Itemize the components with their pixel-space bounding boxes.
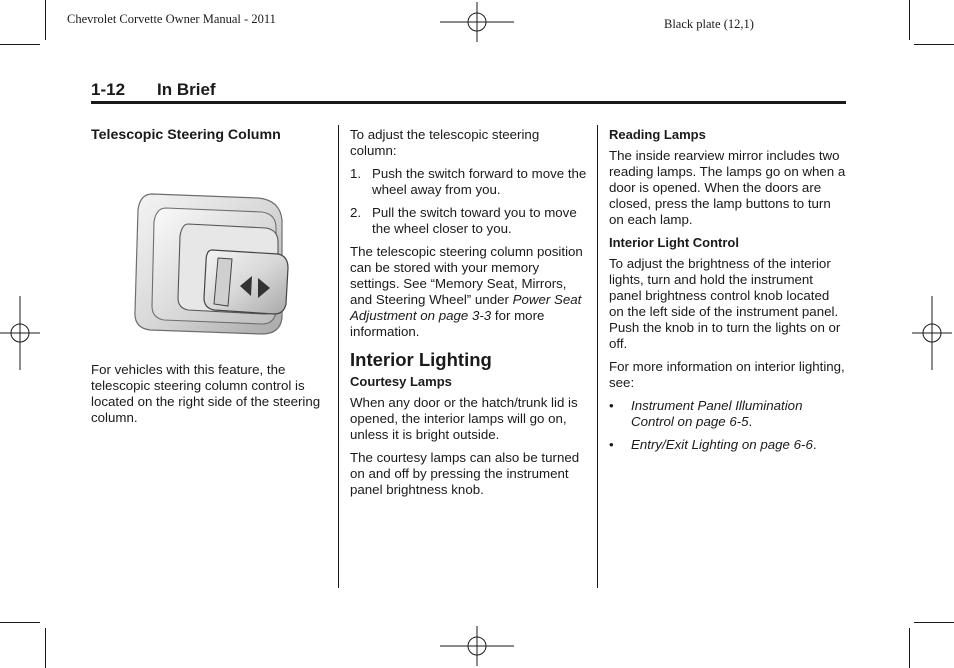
step-marker: 2.: [350, 205, 362, 220]
registration-mark-left: [0, 296, 40, 370]
interior-light-control-paragraph: To adjust the brightness of the interior lights, turn and hold the instrument panel brightness control knob located on the left side of the instrument panel. Push the knob in to turn the lights on or off.: [609, 256, 841, 351]
section-heading: [91, 80, 216, 100]
reading-lamps-heading: Reading Lamps: [609, 127, 706, 142]
registration-mark-right: [912, 296, 952, 370]
courtesy-lamps-heading: Courtesy Lamps: [350, 374, 452, 389]
courtesy-paragraph-1: When any door or the hatch/trunk lid is opened, the interior lamps will go on, unless it is bright outside.: [350, 395, 578, 442]
column-3: [609, 127, 847, 460]
registration-mark-bottom: [440, 626, 514, 666]
plate-label: Black plate (12,1): [664, 17, 754, 31]
step-marker: 1.: [350, 166, 362, 181]
step-text: Pull the switch toward you to move the wheel closer to you.: [372, 205, 577, 236]
list-item: [609, 437, 847, 453]
crop-mark: [914, 44, 954, 45]
crop-mark: [0, 44, 40, 45]
step-text: Push the switch forward to move the wheel away from you.: [372, 166, 587, 197]
bullet-marker: •: [609, 398, 614, 413]
crop-mark: [914, 622, 954, 623]
memory-reference-link[interactable]: Power Seat Adjustment on page 3-3: [350, 292, 582, 323]
header-rule: [91, 101, 846, 104]
page-number: 1-12: [91, 80, 126, 99]
interior-light-control-heading: Interior Light Control: [609, 235, 739, 250]
bullet-tail: .: [812, 437, 817, 452]
memory-paragraph: [350, 244, 588, 340]
adjust-intro: To adjust the telescopic steering column:: [350, 127, 540, 158]
crop-mark: [45, 0, 46, 40]
manual-title: Chevrolet Corvette Owner Manual - 2011: [67, 12, 276, 26]
list-item: [350, 205, 588, 237]
reading-lamps-paragraph: The inside rearview mirror includes two reading lamps. The lamps go on when a door is opened. When the doors are closed, press the lamp buttons to turn on each lamp.: [609, 148, 846, 227]
memory-tail: for more information.: [350, 308, 545, 339]
list-item: [609, 398, 847, 430]
list-item: [350, 166, 588, 198]
column-1: [91, 127, 323, 151]
telescopic-heading: Telescopic Steering Column: [91, 127, 281, 143]
adjust-steps: [350, 166, 588, 237]
crop-mark: [909, 628, 910, 668]
interior-lighting-title: Interior Lighting: [350, 349, 492, 370]
courtesy-paragraph-2: The courtesy lamps can also be turned on and off by pressing the instrument panel brightness knob.: [350, 450, 580, 497]
cross-reference-link[interactable]: Instrument Panel Illumination Control on page 6-5: [631, 398, 803, 429]
column-divider: [597, 125, 598, 588]
column-2: [350, 127, 588, 505]
section-title: In Brief: [157, 80, 216, 99]
crop-mark: [909, 0, 910, 40]
telescopic-description: For vehicles with this feature, the telescopic steering column control is located on the right side of the steering column.: [91, 362, 321, 425]
see-also-list: [609, 398, 847, 453]
bullet-marker: •: [609, 437, 614, 452]
registration-mark-top: [440, 2, 514, 42]
column-1-body: [91, 362, 323, 433]
column-divider: [338, 125, 339, 588]
memory-text: The telescopic steering column position can be stored with your memory settings. See “Memory Seat, Mirrors, and Steering Wheel” under: [350, 244, 583, 307]
more-info-paragraph: For more information on interior lighting, see:: [609, 359, 845, 390]
crop-mark: [45, 628, 46, 668]
telescopic-steering-switch-icon: [130, 188, 290, 338]
cross-reference-link[interactable]: Entry/Exit Lighting on page 6-6: [631, 437, 813, 452]
crop-mark: [0, 622, 40, 623]
bullet-tail: .: [748, 414, 753, 429]
